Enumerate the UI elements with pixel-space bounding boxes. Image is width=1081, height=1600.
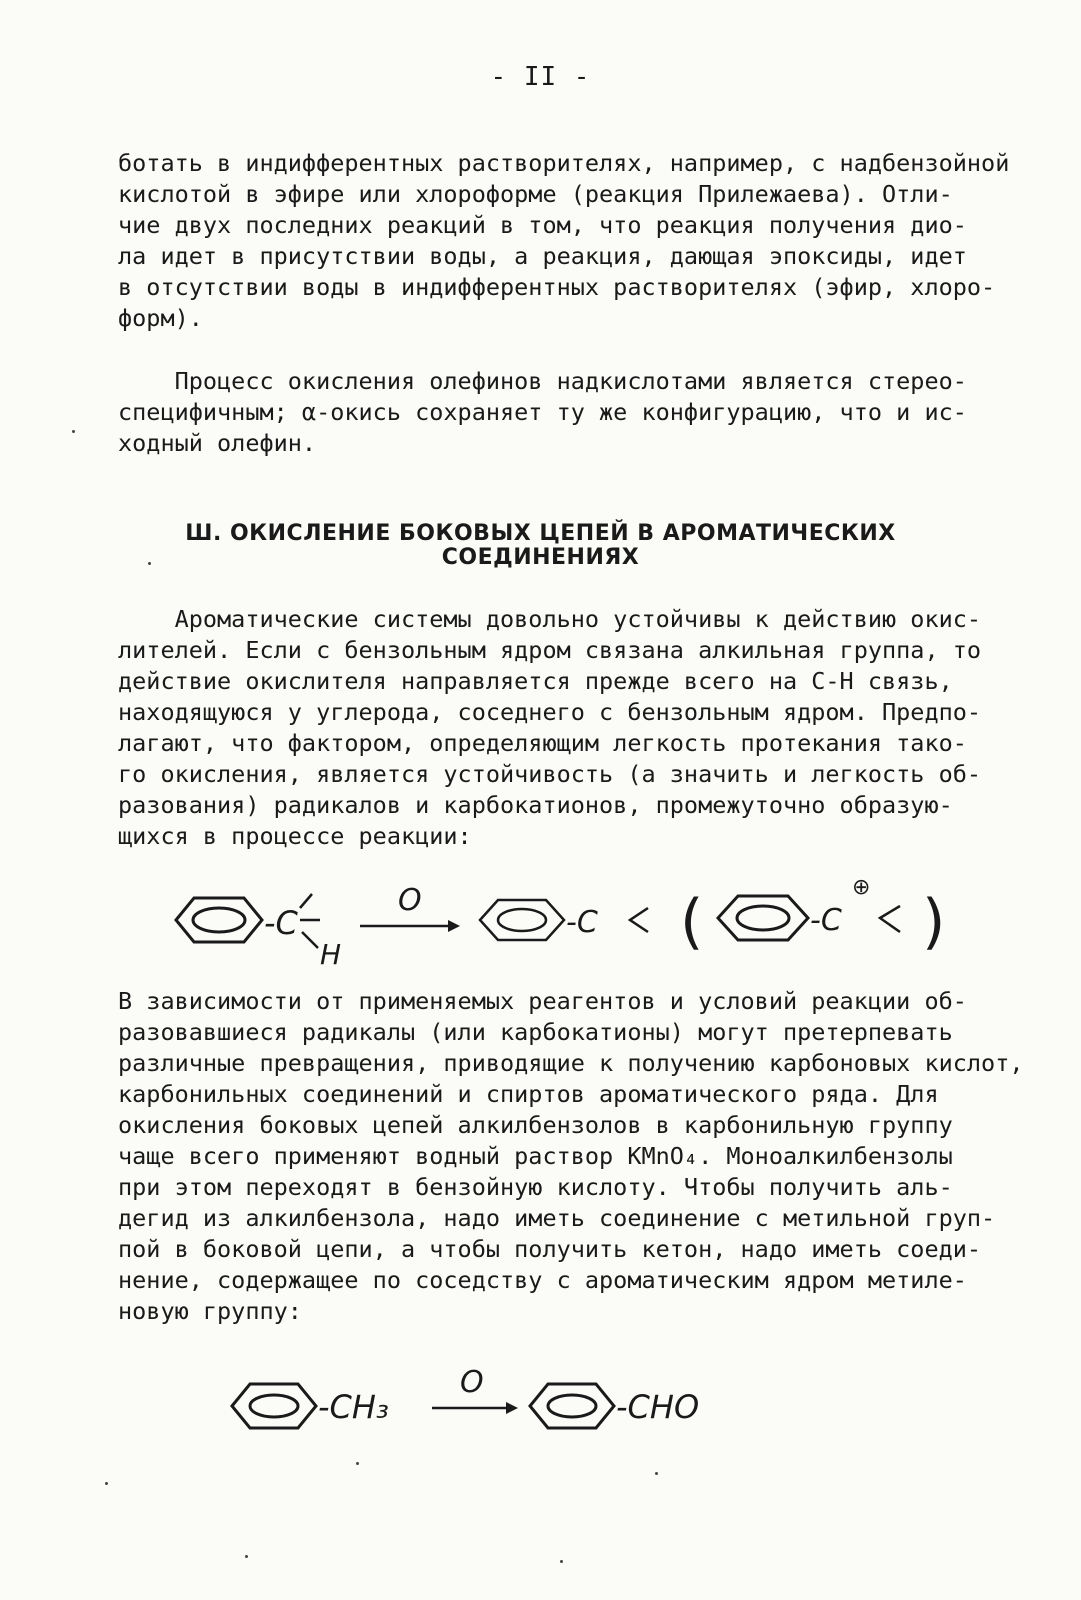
text-line: В зависимости от применяемых реагентов и условий реакции об- bbox=[118, 987, 967, 1015]
scan-speck bbox=[245, 1555, 248, 1558]
paragraph-2 bbox=[118, 366, 1038, 459]
bond-line bbox=[300, 894, 312, 908]
text-line: ла идет в присутствии воды, а реакция, дающая эпоксиды, идет bbox=[118, 242, 967, 270]
text-line: новую группу: bbox=[118, 1297, 302, 1325]
right-group-label: -C bbox=[810, 903, 842, 938]
open-paren-icon: ( bbox=[680, 887, 704, 957]
scan-speck bbox=[560, 1560, 563, 1563]
paragraph-3 bbox=[118, 604, 1038, 852]
text-line: разовавшиеся радикалы (или карбокатионы) могут претерпевать bbox=[118, 1018, 953, 1046]
reaction-scheme-2 bbox=[222, 1358, 742, 1448]
paragraph-1 bbox=[118, 148, 1038, 334]
reaction-scheme-1 bbox=[160, 868, 960, 968]
bond-line bbox=[302, 932, 318, 948]
text-line: пой в боковой цепи, а чтобы получить кетон, надо иметь соеди- bbox=[118, 1235, 982, 1263]
benzene-ring-icon bbox=[176, 898, 262, 942]
section-heading: Ш. ОКИСЛЕНИЕ БОКОВЫХ ЦЕПЕЙ В АРОМАТИЧЕСКИХ bbox=[185, 521, 896, 546]
scan-speck bbox=[148, 562, 151, 565]
scan-speck bbox=[356, 1462, 359, 1465]
text-line: действие окислителя направляется прежде всего на С-Н связь, bbox=[118, 667, 953, 695]
text-line: при этом переходят в бензойную кислоту. Чтобы получить аль- bbox=[118, 1173, 953, 1201]
text-line: чие двух последних реакций в том, что реакция получения дио- bbox=[118, 211, 967, 239]
text-line: дегид из алкилбензола, надо иметь соединение с метильной груп- bbox=[118, 1204, 996, 1232]
text-line: чаще всего применяют водный раствор KMnO₄. Моноалкилбензолы bbox=[118, 1142, 953, 1170]
text-line: Процесс окисления олефинов надкислотами является стерео- bbox=[118, 367, 967, 395]
text-line: кислотой в эфире или хлороформе (реакция Прилежаева). Отли- bbox=[118, 180, 953, 208]
middle-group-label: -C bbox=[566, 905, 598, 940]
arrow-label: O bbox=[460, 1365, 484, 1400]
text-line: специфичным; α-окись сохраняет ту же конфигурацию, что и ис- bbox=[118, 398, 967, 426]
bond-line bbox=[880, 906, 900, 932]
text-line: различные превращения, приводящие к получению карбоновых кислот, bbox=[118, 1049, 1024, 1077]
text-line: разования) радикалов и карбокатионов, промежуточно образую- bbox=[118, 791, 953, 819]
text-line: лагают, что фактором, определяющим легкость протекания тако- bbox=[118, 729, 967, 757]
text-line: форм). bbox=[118, 304, 203, 332]
text-line: го окисления, является устойчивость (а значить и легкость об- bbox=[118, 760, 982, 788]
text-line: щихся в процессе реакции: bbox=[118, 822, 472, 850]
paragraph-4 bbox=[118, 986, 1038, 1327]
scan-speck bbox=[655, 1472, 658, 1475]
text-line: окисления боковых цепей алкилбензолов в карбонильную группу bbox=[118, 1111, 953, 1139]
reaction-arrow-icon bbox=[432, 1402, 518, 1414]
bond-line bbox=[630, 908, 648, 932]
section-heading: СОЕДИНЕНИЯХ bbox=[441, 545, 640, 570]
scan-speck bbox=[72, 430, 75, 433]
left-group-label: -C bbox=[264, 904, 298, 942]
text-line: нение, содержащее по соседству с ароматическим ядром метиле- bbox=[118, 1266, 967, 1294]
page-number: - II - bbox=[490, 62, 591, 92]
text-line: карбонильных соединений и спиртов ароматического ряда. Для bbox=[118, 1080, 939, 1108]
scan-speck bbox=[105, 1482, 108, 1485]
benzene-ring-icon bbox=[232, 1384, 316, 1428]
arrow-label: O bbox=[398, 883, 422, 918]
methyl-group-label: -CH₃ bbox=[318, 1388, 389, 1426]
close-paren-icon: ) bbox=[922, 887, 946, 957]
text-line: находящуюся у углерода, соседнего с бензольным ядром. Предпо- bbox=[118, 698, 982, 726]
reaction-arrow-icon bbox=[360, 920, 460, 932]
text-line: ходный олефин. bbox=[118, 429, 317, 457]
hydrogen-label: H bbox=[320, 938, 342, 968]
text-line: Ароматические системы довольно устойчивы к действию окис- bbox=[118, 605, 982, 633]
benzene-ring-icon bbox=[718, 896, 808, 940]
aldehyde-group-label: -CHO bbox=[616, 1388, 700, 1426]
text-line: лителей. Если с бензольным ядром связана алкильная группа, то bbox=[118, 636, 982, 664]
text-line: ботать в индифферентных растворителях, например, с надбензойной bbox=[118, 149, 1010, 177]
text-line: в отсутствии воды в индифферентных растворителях (эфир, хлоро- bbox=[118, 273, 996, 301]
benzene-ring-icon bbox=[480, 900, 564, 940]
benzene-ring-icon bbox=[530, 1384, 614, 1428]
positive-charge-icon: ⊕ bbox=[852, 875, 871, 900]
